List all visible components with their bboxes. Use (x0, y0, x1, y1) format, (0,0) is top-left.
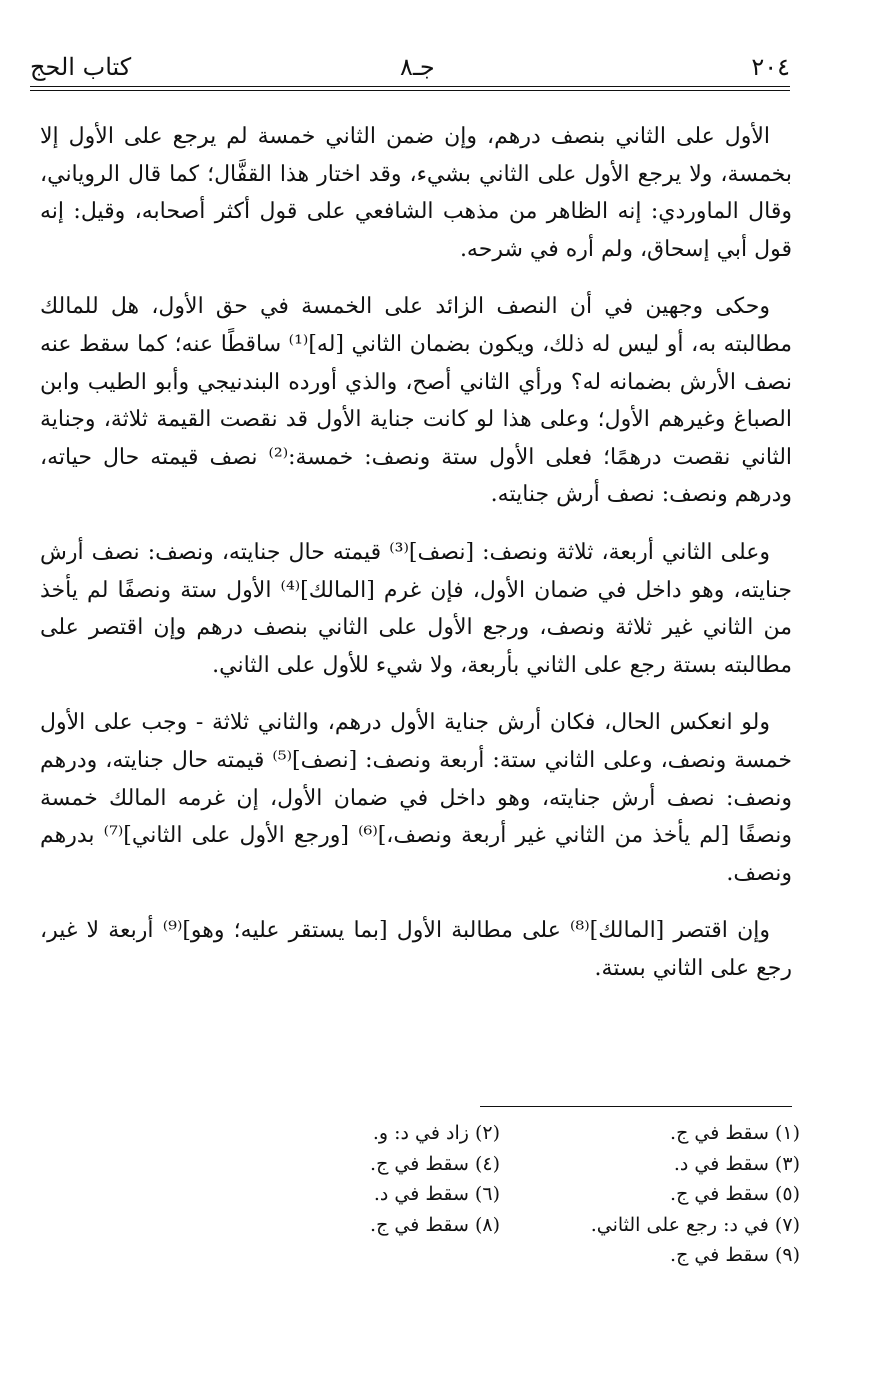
paragraph: وحكى وجهين في أن النصف الزائد على الخمسة في حق الأول، هل للمالك مطالبته به، أو ليس له ذلك، ويكون بضمان الثاني [له]⁽¹⁾ ساقطًا عنه؛ كما سقط عنه نصف الأرش بضمانه له؟ ورأي الثاني أصح، والذي أورده البندنيجي وأبو الطيب وابن الصباغ وغيرهم الأول؛ وعلى هذا لو كانت جناية الأول قد نقصت القيمة ثلاثة، وجناية الثاني نقصت درهمًا؛ فعلى الأول ستة ونصف: خمسة:⁽²⁾ نصف قيمته حال حياته، ودرهم ونصف: نصف أرش جنايته. (40, 294, 793, 508)
footnote: (٥) سقط في ج. (670, 1183, 800, 1205)
volume-label: جـ٨ (400, 53, 435, 81)
footnote-row (200, 1118, 800, 1149)
footnote: (٩) سقط في ج. (670, 1244, 800, 1266)
footnote: (٢) زاد في د: و. (372, 1122, 500, 1144)
footnote-row (200, 1179, 800, 1210)
paragraph: وعلى الثاني أربعة، ثلاثة ونصف: [نصف]⁽³⁾ قيمته حال جنايته، ونصف: نصف أرش جنايته، وهو داخل في ضمان الأول، فإن غرم [المالك]⁽⁴⁾ الأول ستة ونصفًا لم يأخذ من الثاني غير ثلاثة ونصف، ورجع الأول على الثاني بنصف درهم وإن اقتصر على مطالبته بستة رجع على الثاني بأربعة، ولا شيء للأول على الثاني. (40, 539, 792, 678)
footnote-row (200, 1149, 800, 1180)
page-header (30, 48, 790, 84)
footnote: (٤) سقط في ج. (370, 1152, 500, 1175)
footnote (200, 1240, 500, 1271)
footnote: (٦) سقط في د. (373, 1183, 500, 1205)
footnote-row (200, 1240, 800, 1271)
header-rule-thin (30, 90, 790, 91)
footnote: (٣) سقط في د. (673, 1152, 800, 1175)
footnote-row (200, 1210, 800, 1241)
main-text (40, 118, 792, 1007)
footnote: (٧) في د: رجع على الثاني. (590, 1213, 800, 1236)
footnote: (١) سقط في ج. (670, 1122, 800, 1144)
footnote: (٨) سقط في ج. (370, 1213, 500, 1236)
paragraph: الأول على الثاني بنصف درهم، وإن ضمن الثاني خمسة لم يرجع على الأول إلا بخمسة، ولا يرجع الأول على الثاني بشيء، وقد اختار هذا القفَّال؛ كما قال الروياني، وقال الماوردي: إنه الظاهر من مذهب الشافعي على قول أكثر أصحابه، وقيل: إنه قول أبي إسحاق، ولم أره في شرحه. (40, 124, 792, 262)
paragraph: ولو انعكس الحال، فكان أرش جناية الأول درهم، والثاني ثلاثة - وجب على الأول خمسة ونصف، وعلى الثاني ستة: أربعة ونصف: [نصف]⁽⁵⁾ قيمته حال جنايته، ودرهم ونصف: نصف أرش جنايته، وهو داخل في ضمان الأول، إن غرمه المالك خمسة ونصفًا [لم يأخذ من الثاني غير أربعة ونصف،]⁽⁶⁾ [ورجع الأول على الثاني]⁽⁷⁾ بدرهم ونصف. (40, 710, 792, 886)
paragraph: وإن اقتصر [المالك]⁽⁸⁾ على مطالبة الأول [بما يستقر عليه؛ وهو]⁽⁹⁾ أربعة لا غير، رجع على الثاني بستة. (40, 918, 792, 981)
footnote-separator (480, 1106, 792, 1107)
book-title: كتاب الحج (30, 53, 132, 81)
header-rule (30, 86, 790, 87)
footnotes (200, 1118, 800, 1271)
page-number: ٢٠٤ (751, 53, 790, 81)
